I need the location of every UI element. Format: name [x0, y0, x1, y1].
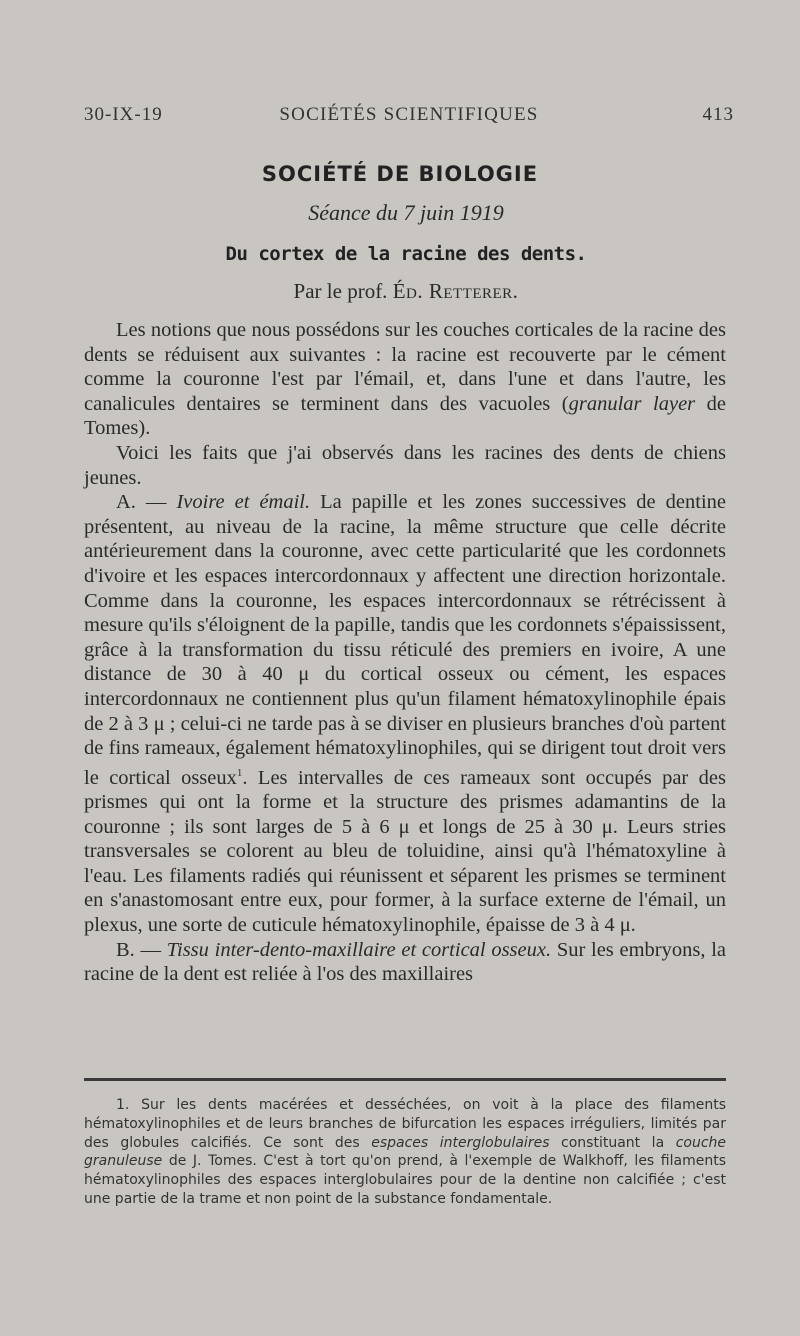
page-number: 413 — [702, 104, 734, 125]
article-title: Du cortex de la racine des dents. — [225, 243, 587, 265]
session-date: Séance du 7 juin 1919 — [308, 200, 504, 225]
footnote-divider — [84, 1078, 726, 1081]
byline-prefix: Par le prof. — [293, 279, 393, 303]
section-heading: Tissu inter-dento-maxillaire et cortical osseux. — [166, 938, 552, 961]
society-title: SOCIÉTÉ DE BIOLOGIE — [261, 162, 539, 186]
paragraph: Les notions que nous possédons sur les couches corticales de la racine des dents se réduisent aux suivantes : la racine est recouverte par le cément comme la couronne l'est par l'émail, et, dans l'une et dans l'autre, les canalicules dentaires se terminent dans des vacuoles (granular layer de Tomes). — [84, 319, 727, 440]
paragraph: B. — Tissu inter-dento-maxillaire et cortical osseux. Sur les embryons, la racine de la dent est reliée à l'os des maxillaires — [84, 938, 726, 986]
byline — [0, 279, 800, 304]
footnote: 1. Sur les dents macérées et desséchées, on voit à la place des filaments hématoxylinophiles et de leurs branches de bifurcation les espaces irréguliers, limités par des globules calcifiés. Ce sont des espaces interglobulaires constituant la couche granuleuse de J. Tomes. C'est à tort qu'on prend, à l'exemple de Walkhoff, les filaments hématoxylinophiles des espaces interglobulaires pour de la dentine non calcifiée ; c'est une partie de la trame et non point de la substance fondamentale. — [84, 1097, 727, 1207]
paragraph: A. — Ivoire et émail. La papille et les zones successives de dentine présentent, au niveau de la racine, la même structure que celle décrite antérieurement dans la couronne, avec cette particularité que les cordonnets d'ivoire et les espaces intercordonnaux y affectent une direction horizontale. Comme dans la couronne, les espaces intercordonnaux se rétrécissent à mesure qu'ils s'éloignent de la papille, tandis que les cordonnets s'épaississent, grâce à la transformation du tissu réticulé des premiers en ivoire, A une distance de 30 à 40 μ du cortical osseux ou cément, les espaces intercordonnaux ne contiennent plus qu'un filament hématoxylinophile épais de 2 à 3 μ ; celui-ci ne tarde pas à se diviser en plusieurs branches d'où partent de fins rameaux, également hématoxylinophiles, qui se dirigent tout droit vers le cortical osseux$^1$. Les intervalles de ces rameaux sont occupés par des prismes qui ont la forme et la structure des prismes adamantins de la couronne ; ils sont larges de 5 à 6 μ et longs de 25 à 30 μ. Leurs stries transversales se colorent au bleu de toluidine, ainsi qu'à l'hématoxyline à l'eau. Les filaments radiés qui réunissent et séparent les prismes se terminent en s'anastomosant entre eux, pour former, à la surface externe de l'émail, un plexus, une sorte de cuticule hématoxylinophile, épaisse de 3 à 4 μ. — [84, 491, 727, 937]
section-heading: Ivoire et émail. — [176, 491, 311, 514]
header-date: 30-IX-19 — [84, 104, 163, 125]
header-section: SOCIÉTÉS SCIENTIFIQUES — [279, 104, 539, 125]
article-body — [84, 318, 726, 987]
paragraph: Voici les faits que j'ai observés dans les racines des dents de chiens jeunes. — [84, 441, 726, 489]
footnote-marker: 1 — [236, 766, 243, 779]
author-name: Éd. Retterer. — [392, 279, 519, 303]
